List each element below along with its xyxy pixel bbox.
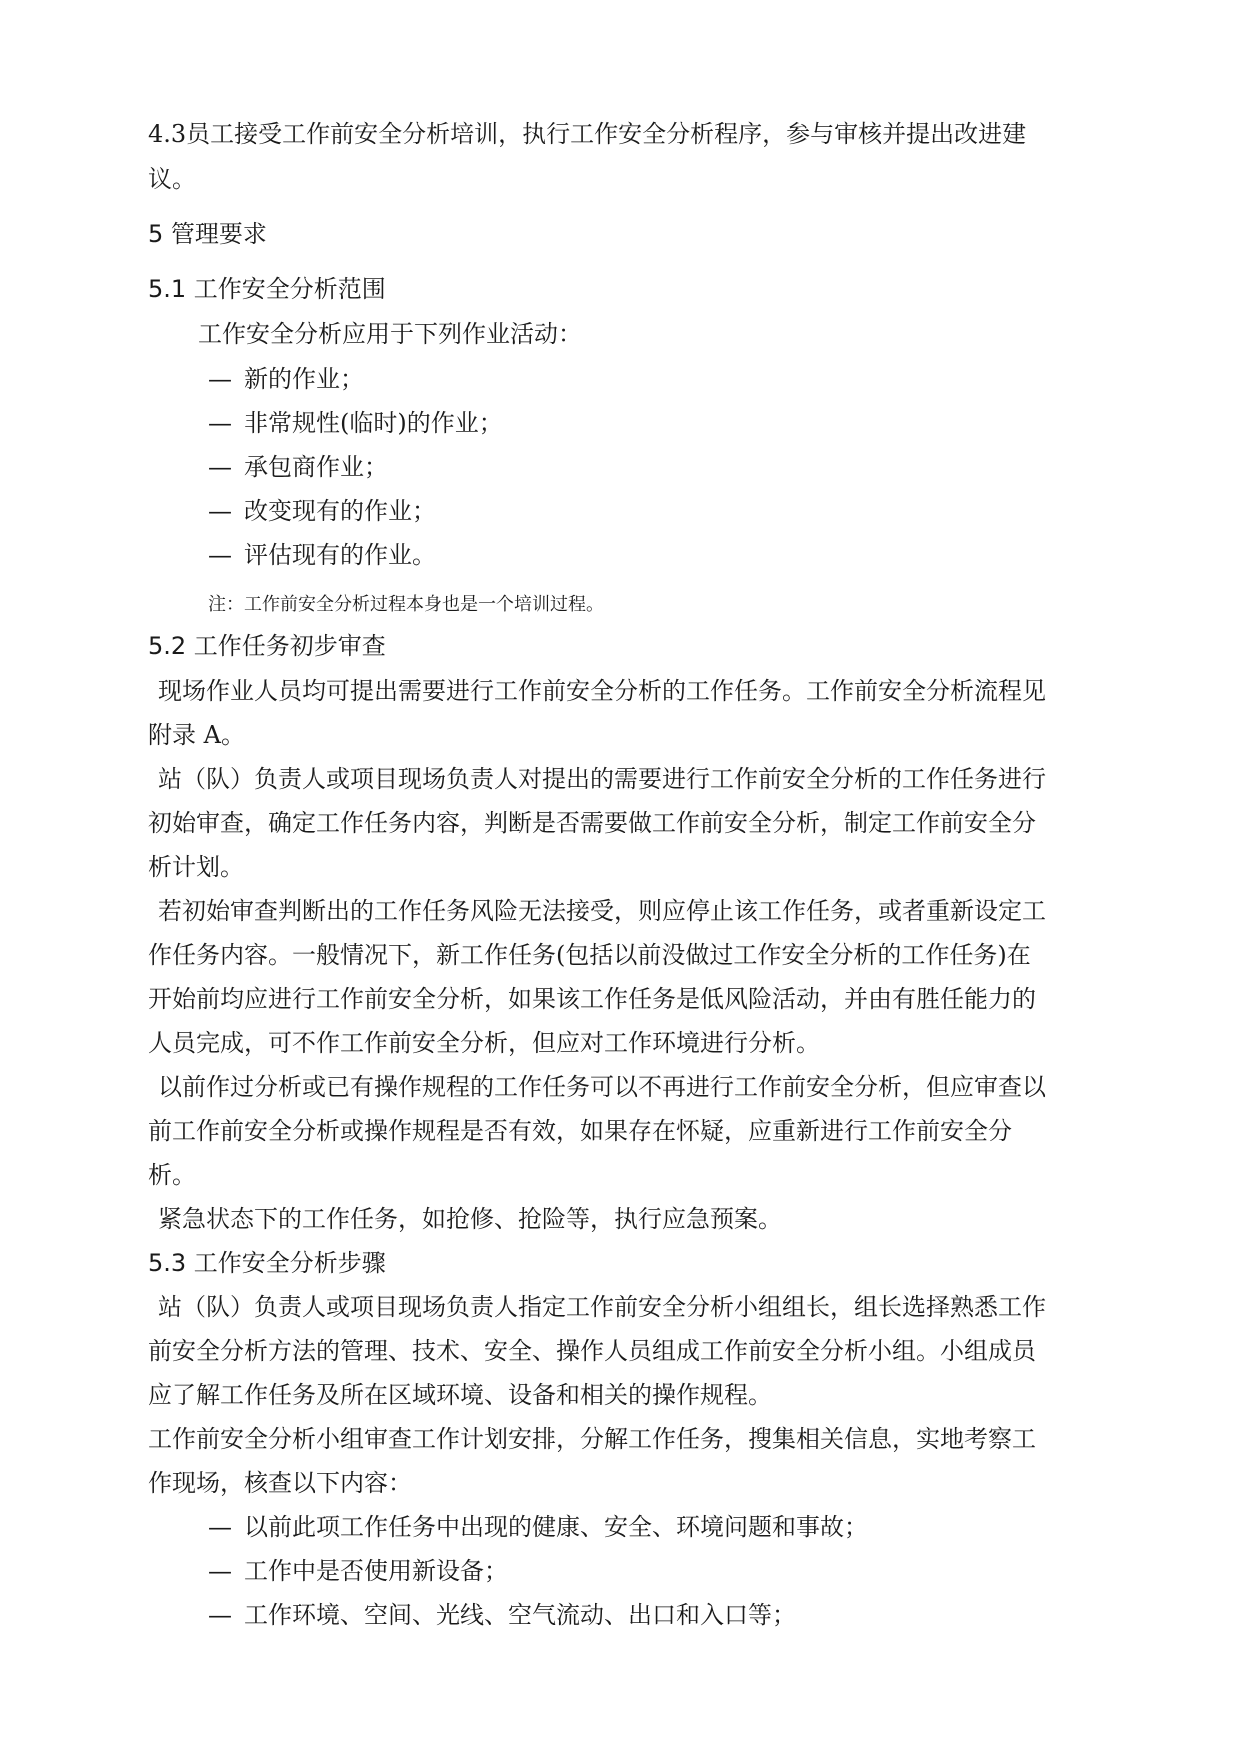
para-line: 现场作业人员均可提出需要进行工作前安全分析的工作任务。工作前安全分析流程见 <box>158 677 1046 705</box>
para-line: 作现场，核查以下内容： <box>148 1469 412 1497</box>
para-line: 以前作过分析或已有操作规程的工作任务可以不再进行工作前安全分析，但应审查以 <box>158 1073 1046 1101</box>
list-dash: — <box>208 497 232 525</box>
note-text: 注：工作前安全分析过程本身也是一个培训过程。 <box>208 594 604 615</box>
list-dash: — <box>208 409 232 437</box>
list-item-text: 评估现有的作业。 <box>244 541 436 569</box>
list-item <box>208 495 436 527</box>
para-line: 工作前安全分析小组审查工作计划安排，分解工作任务，搜集相关信息，实地考察工 <box>148 1425 1036 1453</box>
para-line: 应了解工作任务及所在区域环境、设备和相关的操作规程。 <box>148 1381 772 1409</box>
list-dash: — <box>208 1513 232 1541</box>
para-line: 作任务内容。一般情况下，新工作任务(包括以前没做过工作安全分析的工作任务)在 <box>148 941 1031 969</box>
section-5-heading: 5 管理要求 <box>148 220 267 248</box>
list-item-text: 承包商作业； <box>244 453 388 481</box>
list-item-text: 改变现有的作业； <box>244 497 436 525</box>
list-item-text: 新的作业； <box>244 365 364 393</box>
list-dash: — <box>208 453 232 481</box>
list-item <box>208 539 436 571</box>
para-line: 前工作前安全分析或操作规程是否有效，如果存在怀疑，应重新进行工作前安全分 <box>148 1117 1012 1145</box>
para-line: 前安全分析方法的管理、技术、安全、操作人员组成工作前安全分析小组。小组成员 <box>148 1337 1036 1365</box>
para-5-1-intro: 工作安全分析应用于下列作业活动： <box>198 320 582 348</box>
para-4-3-line-2: 议。 <box>148 165 196 193</box>
para-line: 附录 A。 <box>148 721 245 749</box>
list-item <box>208 451 388 483</box>
para-line: 开始前均应进行工作前安全分析，如果该工作任务是低风险活动，并由有胜任能力的 <box>148 985 1036 1013</box>
list-item <box>208 1555 508 1587</box>
list-dash: — <box>208 1601 232 1629</box>
para-4-3-line-1: 4.3员工接受工作前安全分析培训，执行工作安全分析程序，参与审核并提出改进建 <box>148 120 1027 148</box>
list-item <box>208 363 364 395</box>
para-line: 若初始审查判断出的工作任务风险无法接受，则应停止该工作任务，或者重新设定工 <box>158 897 1046 925</box>
list-item <box>208 1599 796 1631</box>
para-line: 初始审查，确定工作任务内容，判断是否需要做工作前安全分析，制定工作前安全分 <box>148 809 1036 837</box>
para-line: 析计划。 <box>148 853 244 881</box>
para-line: 析。 <box>148 1161 196 1189</box>
list-item-text: 非常规性(临时)的作业； <box>244 409 503 437</box>
list-item-text: 工作中是否使用新设备； <box>244 1557 508 1585</box>
para-line: 人员完成，可不作工作前安全分析，但应对工作环境进行分析。 <box>148 1029 820 1057</box>
para-line: 站（队）负责人或项目现场负责人指定工作前安全分析小组组长，组长选择熟悉工作 <box>158 1293 1046 1321</box>
list-dash: — <box>208 541 232 569</box>
section-5-3-heading: 5.3 工作安全分析步骤 <box>148 1249 386 1277</box>
list-item <box>208 1511 868 1543</box>
list-dash: — <box>208 365 232 393</box>
list-item <box>208 407 503 439</box>
list-item-text: 工作环境、空间、光线、空气流动、出口和入口等； <box>244 1601 796 1629</box>
section-5-1-heading: 5.1 工作安全分析范围 <box>148 275 386 303</box>
list-item-text: 以前此项工作任务中出现的健康、安全、环境问题和事故； <box>244 1513 868 1541</box>
list-dash: — <box>208 1557 232 1585</box>
section-5-2-heading: 5.2 工作任务初步审查 <box>148 632 386 660</box>
para-line: 站（队）负责人或项目现场负责人对提出的需要进行工作前安全分析的工作任务进行 <box>158 765 1046 793</box>
para-line: 紧急状态下的工作任务，如抢修、抢险等，执行应急预案。 <box>158 1205 782 1233</box>
